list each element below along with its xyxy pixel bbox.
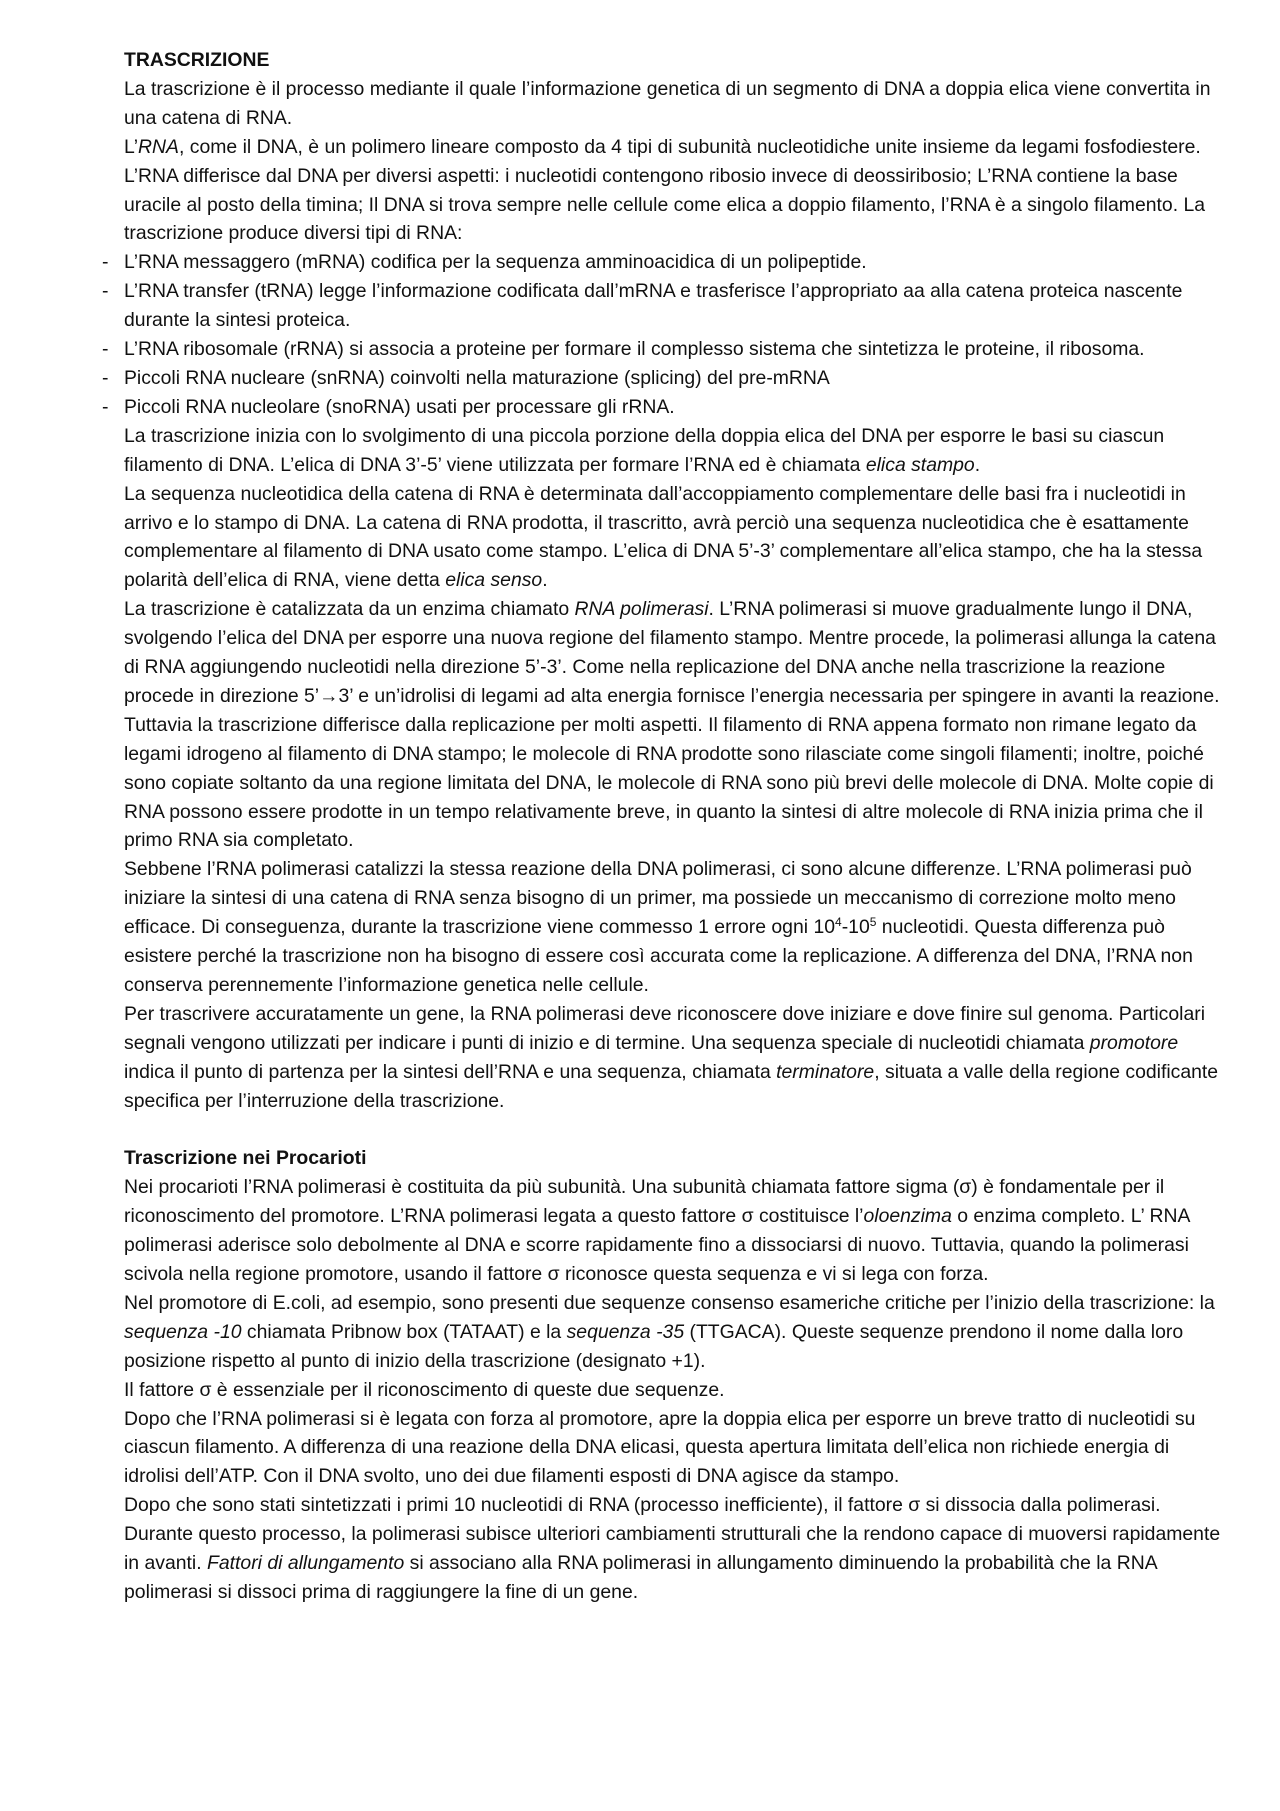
term-promotore: promotore [1089, 1031, 1179, 1054]
paragraph-rna: L’RNA, come il DNA, è un polimero lineare composto da 4 tipi di subunità nucleotidiche unite insieme da legami fosfodiestere. L’RNA differisce dal DNA per diversi aspetti: i nucleotidi contengono ribosio invece di deossiribosio; L’RNA contiene la base uracile al posto della timina; Il DNA si trova sempre nelle cellule come elica a doppio filamento, l’RNA è a singolo filamento. La trascrizione produce diversi tipi di RNA: [124, 135, 1206, 245]
term-oloenzima: oloenzima [863, 1205, 952, 1228]
term-sequenza-10: sequenza -10 [124, 1320, 242, 1343]
bullet-dash: - [102, 338, 109, 361]
term-terminatore: terminatore [776, 1060, 875, 1083]
list-item: - Piccoli RNA nucleare (snRNA) coinvolti nella maturazione (splicing) del pre-mRNA [124, 364, 1226, 393]
list-item: - L’RNA ribosomale (rRNA) si associa a proteine per formare il complesso sistema che sintetizza le proteine, il ribosoma. [124, 335, 1226, 364]
document-page [102, 46, 1226, 1607]
paragraph-ecoli: Nel promotore di E.coli, ad esempio, sono presenti due sequenze consenso esameriche critiche per l’inizio della trascrizione: la sequenza -10 chiamata Pribnow box (TATAAT) e la sequenza -35 (TTGACA). Queste sequenze prendono il nome dalla loro posizione rispetto al punto di inizio della trascrizione (designato +1). [124, 1291, 1215, 1372]
term-elica-stampo: elica stampo [865, 453, 975, 476]
term-sequenza-35: sequenza -35 [566, 1320, 685, 1343]
paragraph-intro: La trascrizione è il processo mediante il quale l’informazione genetica di un segmento di DNA a doppia elica viene convertita in una catena di RNA. [124, 77, 1211, 129]
list-item: - L’RNA transfer (tRNA) legge l’informazione codificata dall’mRNA e trasferisce l’appropriato aa alla catena proteica nascente durante la sintesi proteica. [124, 277, 1226, 335]
paragraph-sigma: Nei procarioti l’RNA polimerasi è costituita da più subunità. Una subunità chiamata fattore sigma (σ) è fondamentale per il riconoscimento del promotore. L’RNA polimerasi legata a questo fattore σ costituisce l’oloenzima o enzima completo. L’ RNA polimerasi aderisce solo debolmente al DNA e scorre rapidamente fino a dissociarsi di nuovo. Tuttavia, quando la polimerasi scivola nella regione promotore, usando il fattore σ riconosce questa sequenza e vi si lega con forza. [124, 1176, 1190, 1286]
paragraph-differences: Sebbene l’RNA polimerasi catalizzi la stessa reazione della DNA polimerasi, ci sono alcune differenze. L’RNA polimerasi può iniziare la sintesi di una catena di RNA senza bisogno di un primer, ma possiede un meccanismo di correzione molto meno efficace. Di conseguenza, durante la trascrizione viene commesso 1 errore ogni $10^4-10^5$ nucleotidi. Questa differenza può esistere perché la trascrizione non ha bisogno di essere così accurata come la replicazione. A differenza del DNA, l’RNA non conserva perennemente l’informazione genetica nelle cellule. [124, 858, 1193, 996]
bullet-dash: - [102, 395, 109, 418]
paragraph-polymerase: La trascrizione è catalizzata da un enzima chiamato RNA polimerasi. L’RNA polimerasi si muove gradualmente lungo il DNA, svolgendo l’elica del DNA per esporre una nuova regione del filamento stampo. Mentre procede, la polimerasi allunga la catena di RNA aggiungendo nucleotidi nella direzione 5’-3’. Come nella replicazione del DNA anche nella trascrizione la reazione procede in direzione 5’→3’ e un’idrolisi di legami ad alta energia fornisce l’energia necessaria per spingere in avanti la reazione. Tuttavia la trascrizione differisce dalla replicazione per molti aspetti. Il filamento di RNA appena formato non rimane legato da legami idrogeno al filamento di DNA stampo; le molecole di RNA prodotte sono rilasciate come singoli filamenti; inoltre, poiché sono copiate soltanto da una regione limitata del DNA, le molecole di RNA sono più brevi delle molecole di DNA. Molte copie di RNA possono essere prodotte in un tempo relativamente breve, in quanto la sintesi di altre molecole di RNA inizia prima che il primo RNA sia completato. [124, 598, 1220, 852]
bullet-dash: - [102, 280, 109, 303]
section-heading: Trascrizione nei Procarioti [124, 1147, 367, 1170]
term-rna-polimerasi: RNA polimerasi [574, 598, 709, 621]
term-fattori-allungamento: Fattori di allungamento [207, 1552, 405, 1575]
paragraph-opening: Dopo che l’RNA polimerasi si è legata con forza al promotore, apre la doppia elica per esporre un breve tratto di nucleotidi su ciascun filamento. A differenza di una reazione della DNA elicasi, questa apertura limitata dell’elica non richiede energia di idrolisi dell’ATP. Con il DNA svolto, uno dei due filamenti esposti di DNA agisce da stampo. [124, 1407, 1196, 1488]
paragraph-elongation: Dopo che sono stati sintetizzati i primi 10 nucleotidi di RNA (processo inefficiente), il fattore σ si dissocia dalla polimerasi. Durante questo processo, la polimerasi subisce ulteriori cambiamenti strutturali che la rendono capace di muoversi rapidamente in avanti. Fattori di allungamento si associano alla RNA polimerasi in allungamento diminuendo la probabilità che la RNA polimerasi si dissoci prima di raggiungere la fine di un gene. [124, 1494, 1221, 1604]
paragraph-signals: Per trascrivere accuratamente un gene, la RNA polimerasi deve riconoscere dove iniziare e dove finire sul genoma. Particolari segnali vengono utilizzati per indicare i punti di inizio e di termine. Una sequenza speciale di nucleotidi chiamata promotore indica il punto di partenza per la sintesi dell’RNA e una sequenza, chiamata terminatore, situata a valle della regione codificante specifica per l’interruzione della trascrizione. [124, 1002, 1219, 1112]
section-heading: TRASCRIZIONE [124, 49, 270, 71]
term-elica-senso: elica senso [445, 569, 543, 592]
list-item: - L’RNA messaggero (mRNA) codifica per la sequenza amminoacidica di un polipeptide. [124, 248, 1226, 277]
paragraph-sequence: La sequenza nucleotidica della catena di RNA è determinata dall’accoppiamento complementare delle basi fra i nucleotidi in arrivo e lo stampo di DNA. La catena di RNA prodotta, il trascritto, avrà perciò una sequenza nucleotidica che è esattamente complementare al filamento di DNA usato come stampo. L’elica di DNA 5’-3’ complementare all’elica stampo, che ha la stessa polarità dell’elica di RNA, viene detta elica senso. [124, 482, 1203, 592]
bullet-dash: - [102, 366, 109, 389]
section-gap [124, 1116, 1226, 1145]
bullet-dash: - [102, 251, 109, 274]
term-rna: RNA [138, 135, 179, 158]
paragraph-essential: Il fattore σ è essenziale per il riconoscimento di queste due sequenze. [124, 1378, 725, 1401]
paragraph-start: La trascrizione inizia con lo svolgimento di una piccola porzione della doppia elica del DNA per esporre le basi su ciascun filamento di DNA. L’elica di DNA 3’-5’ viene utilizzata per formare l’RNA ed è chiamata elica stampo. [124, 424, 1165, 476]
list-item: - Piccoli RNA nucleolare (snoRNA) usati per processare gli rRNA. [124, 393, 1226, 422]
